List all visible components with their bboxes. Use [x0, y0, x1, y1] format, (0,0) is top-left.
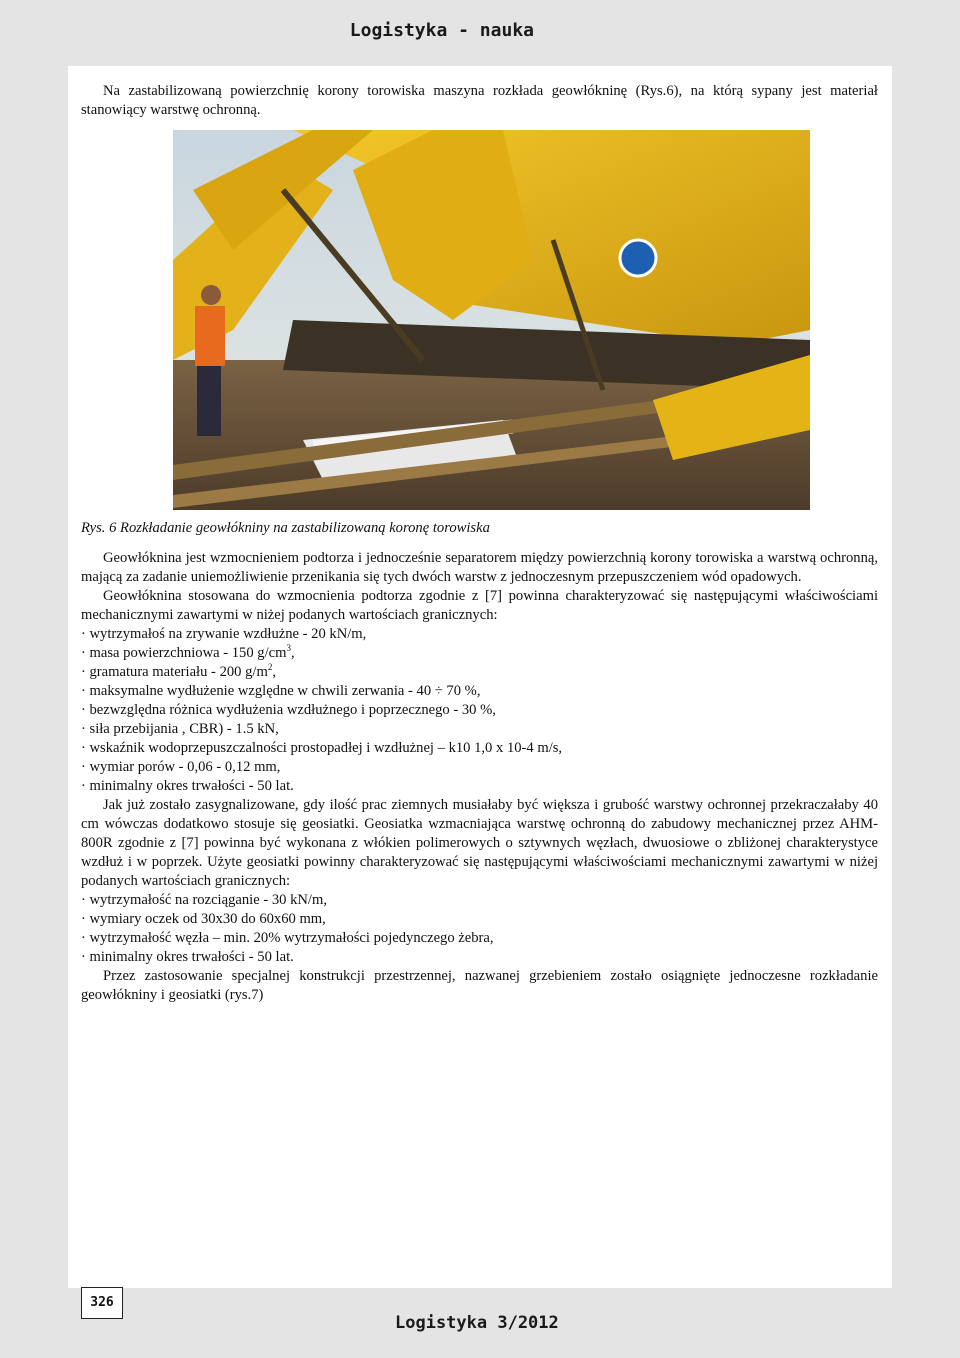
figure-caption: Rys. 6 Rozkładanie geowłókniny na zastabilizowaną koronę torowiska: [81, 520, 490, 536]
list-item: · bezwzględna różnica wydłużenia wzdłużnego i poprzecznego - 30 %,: [81, 702, 496, 718]
paragraph-geotextile-requirements: Geowłóknina stosowana do wzmocnienia podtorza zgodnie z [7] powinna charakteryzować się następującymi właściwościami mechanicznymi zawartymi w niżej podanych wartościach granicznych:: [81, 588, 878, 623]
figure-photo: [173, 130, 810, 510]
journal-section-title: Logistyka - nauka: [349, 20, 534, 41]
page-header: [0, 0, 960, 66]
track-machine-photo: [173, 130, 810, 510]
list-item: · wymiary oczek od 30x30 do 60x60 mm,: [81, 911, 326, 927]
list-item: · masa powierzchniowa - 150 $g/cm^3$,: [81, 643, 295, 661]
article-content: [68, 66, 892, 1288]
paragraph-geogrid: Jak już zostało zasygnalizowane, gdy ilość prac ziemnych musiałaby być większa i grubość warstwy ochronnej przekraczałaby 40 cm wówczas dodatkowo stosuje się geosiatki. Geosiatka wzmacniająca warstwę ochronną do zabudowy mechanicznej przez AHM-800R zgodnie z [7] powinna być wykonana z włókien polimerowych o sztywnych węzłach, dwuosiowe o zbliżonej charakterystyce wzdłuż i w poprzek. Użyte geosiatki powinny charakteryzować się następującymi właściwościami mechanicznymi zawartymi w niżej podanych wartościach granicznych:: [81, 797, 878, 889]
list-item: · wskaźnik wodoprzepuszczalności prostopadłej i wzdłużnej – k10 1,0 x 10-4 m/s,: [81, 740, 563, 756]
article-body: [81, 549, 878, 1005]
list-item: · minimalny okres trwałości - 50 lat.: [81, 949, 294, 965]
list-item: · maksymalne wydłużenie względne w chwili zerwania - 40 ÷ 70 %,: [81, 683, 481, 699]
page-number: 326: [81, 1287, 123, 1319]
paragraph-geotextile-role: Geowłóknina jest wzmocnieniem podtorza i jednocześnie separatorem między powierzchnią korony torowiska a warstwą ochronną, mającą za zadanie uniemożliwienie przenikania się tych dwóch warstw z jednoczesnym przepuszczeniem wód opadowych.: [81, 550, 878, 585]
list-item: · siła przebijania , CBR) - 1.5 kN,: [81, 721, 279, 737]
list-item: · wytrzymałość węzła – min. 20% wytrzymałości pojedynczego żebra,: [81, 930, 494, 946]
list-item: · wymiar porów - 0,06 - 0,12 mm,: [81, 759, 281, 775]
list-item: · wytrzymałoś na zrywanie wzdłużne - 20 kN/m,: [81, 626, 367, 642]
intro-paragraph: Na zastabilizowaną powierzchnię korony torowiska maszyna rozkłada geowłókninę (Rys.6), na którą sypany jest materiał stanowiący warstwę ochronną.: [81, 83, 878, 118]
paragraph-comb-construction: Przez zastosowanie specjalnej konstrukcji przestrzennej, nazwanej grzebieniem zostało osiągnięte jednoczesne rozkładanie geowłókniny i geosiatki (rys.7): [81, 968, 878, 1003]
list-item: · gramatura materiału - 200 $g/m^2$,: [81, 662, 276, 680]
journal-issue: Logistyka 3/2012: [395, 1313, 559, 1333]
list-item: · wytrzymałość na rozciąganie - 30 kN/m,: [81, 892, 327, 908]
list-item: · minimalny okres trwałości - 50 lat.: [81, 778, 294, 794]
